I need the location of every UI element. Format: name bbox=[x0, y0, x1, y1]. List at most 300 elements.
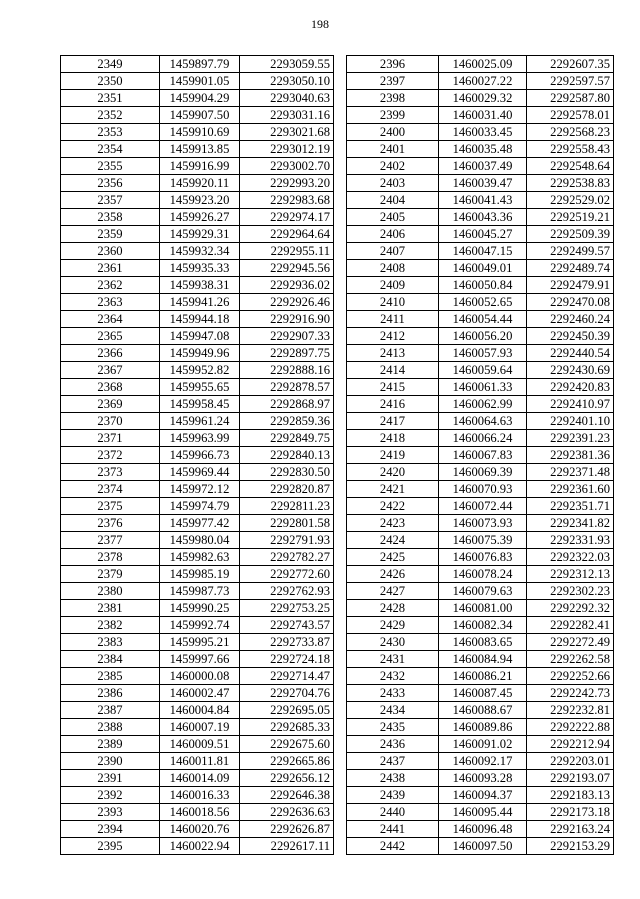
point-number-cell: 2412 bbox=[347, 328, 439, 345]
point-number-cell: 2372 bbox=[61, 447, 160, 464]
y-coordinate-cell: 2292830.50 bbox=[240, 464, 334, 481]
point-number-cell: 2401 bbox=[347, 141, 439, 158]
point-number-cell: 2389 bbox=[61, 736, 160, 753]
y-coordinate-cell: 2292993.20 bbox=[240, 175, 334, 192]
y-coordinate-cell: 2292597.57 bbox=[527, 73, 614, 90]
table-row bbox=[347, 447, 614, 464]
point-number-cell: 2428 bbox=[347, 600, 439, 617]
y-coordinate-cell: 2292381.36 bbox=[527, 447, 614, 464]
table-row bbox=[61, 617, 334, 634]
table-row bbox=[347, 719, 614, 736]
point-number-cell: 2415 bbox=[347, 379, 439, 396]
y-coordinate-cell: 2292578.01 bbox=[527, 107, 614, 124]
point-number-cell: 2405 bbox=[347, 209, 439, 226]
point-number-cell: 2378 bbox=[61, 549, 160, 566]
point-number-cell: 2400 bbox=[347, 124, 439, 141]
y-coordinate-cell: 2292714.47 bbox=[240, 668, 334, 685]
x-coordinate-cell: 1459992.74 bbox=[160, 617, 240, 634]
y-coordinate-cell: 2292568.23 bbox=[527, 124, 614, 141]
point-number-cell: 2381 bbox=[61, 600, 160, 617]
x-coordinate-cell: 1459923.20 bbox=[160, 192, 240, 209]
point-number-cell: 2418 bbox=[347, 430, 439, 447]
y-coordinate-cell: 2292173.18 bbox=[527, 804, 614, 821]
y-coordinate-cell: 2292252.66 bbox=[527, 668, 614, 685]
y-coordinate-cell: 2292470.08 bbox=[527, 294, 614, 311]
x-coordinate-cell: 1460014.09 bbox=[160, 770, 240, 787]
table-row bbox=[347, 192, 614, 209]
point-number-cell: 2382 bbox=[61, 617, 160, 634]
x-coordinate-cell: 1459904.29 bbox=[160, 90, 240, 107]
point-number-cell: 2351 bbox=[61, 90, 160, 107]
point-number-cell: 2438 bbox=[347, 770, 439, 787]
x-coordinate-cell: 1460093.28 bbox=[439, 770, 527, 787]
table-row bbox=[61, 566, 334, 583]
point-number-cell: 2365 bbox=[61, 328, 160, 345]
page-number: 198 bbox=[311, 17, 329, 31]
x-coordinate-cell: 1460018.56 bbox=[160, 804, 240, 821]
x-coordinate-cell: 1460073.93 bbox=[439, 515, 527, 532]
y-coordinate-cell: 2292974.17 bbox=[240, 209, 334, 226]
y-coordinate-cell: 2292391.23 bbox=[527, 430, 614, 447]
point-number-cell: 2391 bbox=[61, 770, 160, 787]
table-row bbox=[61, 821, 334, 838]
x-coordinate-cell: 1459910.69 bbox=[160, 124, 240, 141]
x-coordinate-cell: 1460041.43 bbox=[439, 192, 527, 209]
x-coordinate-cell: 1459916.99 bbox=[160, 158, 240, 175]
table-row bbox=[347, 634, 614, 651]
table-row bbox=[61, 787, 334, 804]
table-row bbox=[61, 311, 334, 328]
y-coordinate-cell: 2292450.39 bbox=[527, 328, 614, 345]
x-coordinate-cell: 1460027.22 bbox=[439, 73, 527, 90]
table-row bbox=[347, 685, 614, 702]
y-coordinate-cell: 2292811.23 bbox=[240, 498, 334, 515]
point-number-cell: 2410 bbox=[347, 294, 439, 311]
point-number-cell: 2375 bbox=[61, 498, 160, 515]
table-row bbox=[347, 277, 614, 294]
point-number-cell: 2359 bbox=[61, 226, 160, 243]
point-number-cell: 2352 bbox=[61, 107, 160, 124]
x-coordinate-cell: 1460086.21 bbox=[439, 668, 527, 685]
table-row bbox=[347, 362, 614, 379]
x-coordinate-cell: 1459949.96 bbox=[160, 345, 240, 362]
table-row bbox=[61, 345, 334, 362]
x-coordinate-cell: 1459958.45 bbox=[160, 396, 240, 413]
x-coordinate-cell: 1460057.93 bbox=[439, 345, 527, 362]
point-number-cell: 2440 bbox=[347, 804, 439, 821]
table-row bbox=[347, 515, 614, 532]
y-coordinate-cell: 2292262.58 bbox=[527, 651, 614, 668]
table-row bbox=[347, 124, 614, 141]
table-row bbox=[61, 583, 334, 600]
table-row bbox=[61, 515, 334, 532]
x-coordinate-cell: 1460020.76 bbox=[160, 821, 240, 838]
y-coordinate-cell: 2293012.19 bbox=[240, 141, 334, 158]
y-coordinate-cell: 2292420.83 bbox=[527, 379, 614, 396]
point-number-cell: 2362 bbox=[61, 277, 160, 294]
table-row bbox=[347, 464, 614, 481]
table-row bbox=[347, 804, 614, 821]
y-coordinate-cell: 2292704.76 bbox=[240, 685, 334, 702]
y-coordinate-cell: 2292519.21 bbox=[527, 209, 614, 226]
table-row bbox=[61, 158, 334, 175]
point-number-cell: 2384 bbox=[61, 651, 160, 668]
x-coordinate-cell: 1459938.31 bbox=[160, 277, 240, 294]
point-number-cell: 2413 bbox=[347, 345, 439, 362]
x-coordinate-cell: 1460022.94 bbox=[160, 838, 240, 855]
table-row bbox=[61, 736, 334, 753]
x-coordinate-cell: 1459987.73 bbox=[160, 583, 240, 600]
y-coordinate-cell: 2292587.80 bbox=[527, 90, 614, 107]
table-row bbox=[347, 481, 614, 498]
y-coordinate-cell: 2292753.25 bbox=[240, 600, 334, 617]
y-coordinate-cell: 2292820.87 bbox=[240, 481, 334, 498]
x-coordinate-cell: 1460031.40 bbox=[439, 107, 527, 124]
x-coordinate-cell: 1459997.66 bbox=[160, 651, 240, 668]
x-coordinate-cell: 1460078.24 bbox=[439, 566, 527, 583]
table-row bbox=[61, 685, 334, 702]
table-row bbox=[61, 175, 334, 192]
x-coordinate-cell: 1460037.49 bbox=[439, 158, 527, 175]
table-row bbox=[61, 413, 334, 430]
y-coordinate-cell: 2293002.70 bbox=[240, 158, 334, 175]
x-coordinate-cell: 1460079.63 bbox=[439, 583, 527, 600]
point-number-cell: 2380 bbox=[61, 583, 160, 600]
x-coordinate-cell: 1459907.50 bbox=[160, 107, 240, 124]
x-coordinate-cell: 1460016.33 bbox=[160, 787, 240, 804]
y-coordinate-cell: 2292460.24 bbox=[527, 311, 614, 328]
y-coordinate-cell: 2292733.87 bbox=[240, 634, 334, 651]
x-coordinate-cell: 1460091.02 bbox=[439, 736, 527, 753]
y-coordinate-cell: 2292926.46 bbox=[240, 294, 334, 311]
y-coordinate-cell: 2292489.74 bbox=[527, 260, 614, 277]
point-number-cell: 2441 bbox=[347, 821, 439, 838]
y-coordinate-cell: 2292292.32 bbox=[527, 600, 614, 617]
y-coordinate-cell: 2292983.68 bbox=[240, 192, 334, 209]
y-coordinate-cell: 2292646.38 bbox=[240, 787, 334, 804]
table-row bbox=[61, 209, 334, 226]
y-coordinate-cell: 2292163.24 bbox=[527, 821, 614, 838]
table-row bbox=[347, 736, 614, 753]
table-row bbox=[61, 770, 334, 787]
table-row bbox=[347, 243, 614, 260]
x-coordinate-cell: 1460004.84 bbox=[160, 702, 240, 719]
point-number-cell: 2358 bbox=[61, 209, 160, 226]
point-number-cell: 2424 bbox=[347, 532, 439, 549]
y-coordinate-cell: 2292840.13 bbox=[240, 447, 334, 464]
table-row bbox=[347, 532, 614, 549]
point-number-cell: 2368 bbox=[61, 379, 160, 396]
y-coordinate-cell: 2292351.71 bbox=[527, 498, 614, 515]
point-number-cell: 2422 bbox=[347, 498, 439, 515]
table-row bbox=[61, 379, 334, 396]
x-coordinate-cell: 1459990.25 bbox=[160, 600, 240, 617]
point-number-cell: 2395 bbox=[61, 838, 160, 855]
y-coordinate-cell: 2292440.54 bbox=[527, 345, 614, 362]
table-row bbox=[61, 277, 334, 294]
y-coordinate-cell: 2292183.13 bbox=[527, 787, 614, 804]
point-number-cell: 2370 bbox=[61, 413, 160, 430]
y-coordinate-cell: 2292499.57 bbox=[527, 243, 614, 260]
y-coordinate-cell: 2292331.93 bbox=[527, 532, 614, 549]
point-number-cell: 2439 bbox=[347, 787, 439, 804]
y-coordinate-cell: 2292916.90 bbox=[240, 311, 334, 328]
y-coordinate-cell: 2292665.86 bbox=[240, 753, 334, 770]
x-coordinate-cell: 1459913.85 bbox=[160, 141, 240, 158]
y-coordinate-cell: 2292203.01 bbox=[527, 753, 614, 770]
x-coordinate-cell: 1460083.65 bbox=[439, 634, 527, 651]
y-coordinate-cell: 2292361.60 bbox=[527, 481, 614, 498]
y-coordinate-cell: 2292272.49 bbox=[527, 634, 614, 651]
y-coordinate-cell: 2292868.97 bbox=[240, 396, 334, 413]
table-row bbox=[61, 260, 334, 277]
x-coordinate-cell: 1459995.21 bbox=[160, 634, 240, 651]
table-row bbox=[61, 430, 334, 447]
table-row bbox=[61, 481, 334, 498]
point-number-cell: 2361 bbox=[61, 260, 160, 277]
x-coordinate-cell: 1460092.17 bbox=[439, 753, 527, 770]
table-row bbox=[347, 175, 614, 192]
point-number-cell: 2407 bbox=[347, 243, 439, 260]
y-coordinate-cell: 2292232.81 bbox=[527, 702, 614, 719]
table-row bbox=[347, 651, 614, 668]
y-coordinate-cell: 2292322.03 bbox=[527, 549, 614, 566]
point-number-cell: 2363 bbox=[61, 294, 160, 311]
point-number-cell: 2364 bbox=[61, 311, 160, 328]
table-row bbox=[347, 294, 614, 311]
x-coordinate-cell: 1460088.67 bbox=[439, 702, 527, 719]
x-coordinate-cell: 1460066.24 bbox=[439, 430, 527, 447]
y-coordinate-cell: 2293059.55 bbox=[240, 56, 334, 73]
table-row bbox=[347, 345, 614, 362]
y-coordinate-cell: 2292859.36 bbox=[240, 413, 334, 430]
y-coordinate-cell: 2292897.75 bbox=[240, 345, 334, 362]
point-number-cell: 2442 bbox=[347, 838, 439, 855]
y-coordinate-cell: 2292509.39 bbox=[527, 226, 614, 243]
x-coordinate-cell: 1459941.26 bbox=[160, 294, 240, 311]
table-row bbox=[347, 413, 614, 430]
point-number-cell: 2376 bbox=[61, 515, 160, 532]
y-coordinate-cell: 2292945.56 bbox=[240, 260, 334, 277]
coordinate-table-right bbox=[346, 55, 614, 855]
table-row bbox=[347, 549, 614, 566]
y-coordinate-cell: 2292212.94 bbox=[527, 736, 614, 753]
point-number-cell: 2435 bbox=[347, 719, 439, 736]
y-coordinate-cell: 2292479.91 bbox=[527, 277, 614, 294]
point-number-cell: 2434 bbox=[347, 702, 439, 719]
point-number-cell: 2406 bbox=[347, 226, 439, 243]
x-coordinate-cell: 1460007.19 bbox=[160, 719, 240, 736]
table-row bbox=[347, 56, 614, 73]
point-number-cell: 2366 bbox=[61, 345, 160, 362]
table-row bbox=[347, 838, 614, 855]
table-row bbox=[61, 90, 334, 107]
y-coordinate-cell: 2292302.23 bbox=[527, 583, 614, 600]
point-number-cell: 2383 bbox=[61, 634, 160, 651]
table-row bbox=[61, 634, 334, 651]
table-row bbox=[61, 549, 334, 566]
table-row bbox=[347, 617, 614, 634]
y-coordinate-cell: 2292626.87 bbox=[240, 821, 334, 838]
point-number-cell: 2354 bbox=[61, 141, 160, 158]
table-row bbox=[347, 787, 614, 804]
table-row bbox=[61, 396, 334, 413]
point-number-cell: 2416 bbox=[347, 396, 439, 413]
y-coordinate-cell: 2292371.48 bbox=[527, 464, 614, 481]
point-number-cell: 2417 bbox=[347, 413, 439, 430]
y-coordinate-cell: 2292193.07 bbox=[527, 770, 614, 787]
coordinate-table-left bbox=[60, 55, 334, 855]
x-coordinate-cell: 1460011.81 bbox=[160, 753, 240, 770]
y-coordinate-cell: 2292762.93 bbox=[240, 583, 334, 600]
point-number-cell: 2437 bbox=[347, 753, 439, 770]
y-coordinate-cell: 2292617.11 bbox=[240, 838, 334, 855]
point-number-cell: 2414 bbox=[347, 362, 439, 379]
x-coordinate-cell: 1460095.44 bbox=[439, 804, 527, 821]
x-coordinate-cell: 1459947.08 bbox=[160, 328, 240, 345]
table-row bbox=[61, 243, 334, 260]
point-number-cell: 2350 bbox=[61, 73, 160, 90]
table-row bbox=[347, 141, 614, 158]
table-row bbox=[347, 73, 614, 90]
table-row bbox=[347, 209, 614, 226]
x-coordinate-cell: 1460045.27 bbox=[439, 226, 527, 243]
x-coordinate-cell: 1460064.63 bbox=[439, 413, 527, 430]
y-coordinate-cell: 2292548.64 bbox=[527, 158, 614, 175]
y-coordinate-cell: 2293021.68 bbox=[240, 124, 334, 141]
y-coordinate-cell: 2292964.64 bbox=[240, 226, 334, 243]
point-number-cell: 2357 bbox=[61, 192, 160, 209]
point-number-cell: 2433 bbox=[347, 685, 439, 702]
point-number-cell: 2436 bbox=[347, 736, 439, 753]
point-number-cell: 2432 bbox=[347, 668, 439, 685]
table-row bbox=[61, 56, 334, 73]
y-coordinate-cell: 2292724.18 bbox=[240, 651, 334, 668]
y-coordinate-cell: 2292430.69 bbox=[527, 362, 614, 379]
table-row bbox=[347, 583, 614, 600]
x-coordinate-cell: 1460096.48 bbox=[439, 821, 527, 838]
table-row bbox=[61, 141, 334, 158]
table-row bbox=[61, 328, 334, 345]
table-row bbox=[61, 600, 334, 617]
table-row bbox=[61, 294, 334, 311]
x-coordinate-cell: 1459961.24 bbox=[160, 413, 240, 430]
y-coordinate-cell: 2292685.33 bbox=[240, 719, 334, 736]
y-coordinate-cell: 2292849.75 bbox=[240, 430, 334, 447]
point-number-cell: 2423 bbox=[347, 515, 439, 532]
point-number-cell: 2397 bbox=[347, 73, 439, 90]
x-coordinate-cell: 1460061.33 bbox=[439, 379, 527, 396]
y-coordinate-cell: 2293050.10 bbox=[240, 73, 334, 90]
table-row bbox=[61, 719, 334, 736]
point-number-cell: 2396 bbox=[347, 56, 439, 73]
x-coordinate-cell: 1460050.84 bbox=[439, 277, 527, 294]
x-coordinate-cell: 1459980.04 bbox=[160, 532, 240, 549]
table-row bbox=[347, 566, 614, 583]
y-coordinate-cell: 2292401.10 bbox=[527, 413, 614, 430]
table-row bbox=[347, 396, 614, 413]
y-coordinate-cell: 2293031.16 bbox=[240, 107, 334, 124]
x-coordinate-cell: 1459972.12 bbox=[160, 481, 240, 498]
table-row bbox=[61, 804, 334, 821]
point-number-cell: 2393 bbox=[61, 804, 160, 821]
point-number-cell: 2419 bbox=[347, 447, 439, 464]
y-coordinate-cell: 2292656.12 bbox=[240, 770, 334, 787]
x-coordinate-cell: 1459932.34 bbox=[160, 243, 240, 260]
point-number-cell: 2399 bbox=[347, 107, 439, 124]
point-number-cell: 2431 bbox=[347, 651, 439, 668]
point-number-cell: 2355 bbox=[61, 158, 160, 175]
point-number-cell: 2430 bbox=[347, 634, 439, 651]
x-coordinate-cell: 1460094.37 bbox=[439, 787, 527, 804]
x-coordinate-cell: 1460047.15 bbox=[439, 243, 527, 260]
y-coordinate-cell: 2292782.27 bbox=[240, 549, 334, 566]
y-coordinate-cell: 2292936.02 bbox=[240, 277, 334, 294]
table-row bbox=[347, 821, 614, 838]
table-row bbox=[61, 226, 334, 243]
table-row bbox=[347, 90, 614, 107]
x-coordinate-cell: 1460054.44 bbox=[439, 311, 527, 328]
x-coordinate-cell: 1460081.00 bbox=[439, 600, 527, 617]
point-number-cell: 2356 bbox=[61, 175, 160, 192]
y-coordinate-cell: 2292558.43 bbox=[527, 141, 614, 158]
y-coordinate-cell: 2292695.05 bbox=[240, 702, 334, 719]
y-coordinate-cell: 2292312.13 bbox=[527, 566, 614, 583]
point-number-cell: 2390 bbox=[61, 753, 160, 770]
x-coordinate-cell: 1460070.93 bbox=[439, 481, 527, 498]
y-coordinate-cell: 2292410.97 bbox=[527, 396, 614, 413]
x-coordinate-cell: 1459982.63 bbox=[160, 549, 240, 566]
table-row bbox=[61, 532, 334, 549]
x-coordinate-cell: 1460076.83 bbox=[439, 549, 527, 566]
y-coordinate-cell: 2292538.83 bbox=[527, 175, 614, 192]
point-number-cell: 2349 bbox=[61, 56, 160, 73]
point-number-cell: 2386 bbox=[61, 685, 160, 702]
x-coordinate-cell: 1460075.39 bbox=[439, 532, 527, 549]
table-row bbox=[61, 702, 334, 719]
point-number-cell: 2429 bbox=[347, 617, 439, 634]
table-row bbox=[347, 328, 614, 345]
x-coordinate-cell: 1460039.47 bbox=[439, 175, 527, 192]
y-coordinate-cell: 2292636.63 bbox=[240, 804, 334, 821]
x-coordinate-cell: 1459977.42 bbox=[160, 515, 240, 532]
x-coordinate-cell: 1460025.09 bbox=[439, 56, 527, 73]
point-number-cell: 2377 bbox=[61, 532, 160, 549]
x-coordinate-cell: 1459935.33 bbox=[160, 260, 240, 277]
table-row bbox=[61, 107, 334, 124]
table-row bbox=[347, 668, 614, 685]
point-number-cell: 2388 bbox=[61, 719, 160, 736]
point-number-cell: 2409 bbox=[347, 277, 439, 294]
table-row bbox=[61, 73, 334, 90]
point-number-cell: 2360 bbox=[61, 243, 160, 260]
x-coordinate-cell: 1460033.45 bbox=[439, 124, 527, 141]
x-coordinate-cell: 1460069.39 bbox=[439, 464, 527, 481]
point-number-cell: 2421 bbox=[347, 481, 439, 498]
table-row bbox=[61, 838, 334, 855]
table-row bbox=[347, 770, 614, 787]
table-row bbox=[347, 600, 614, 617]
table-row bbox=[61, 753, 334, 770]
y-coordinate-cell: 2292888.16 bbox=[240, 362, 334, 379]
x-coordinate-cell: 1459955.65 bbox=[160, 379, 240, 396]
point-number-cell: 2426 bbox=[347, 566, 439, 583]
point-number-cell: 2392 bbox=[61, 787, 160, 804]
x-coordinate-cell: 1460043.36 bbox=[439, 209, 527, 226]
x-coordinate-cell: 1459974.79 bbox=[160, 498, 240, 515]
point-number-cell: 2367 bbox=[61, 362, 160, 379]
x-coordinate-cell: 1460072.44 bbox=[439, 498, 527, 515]
